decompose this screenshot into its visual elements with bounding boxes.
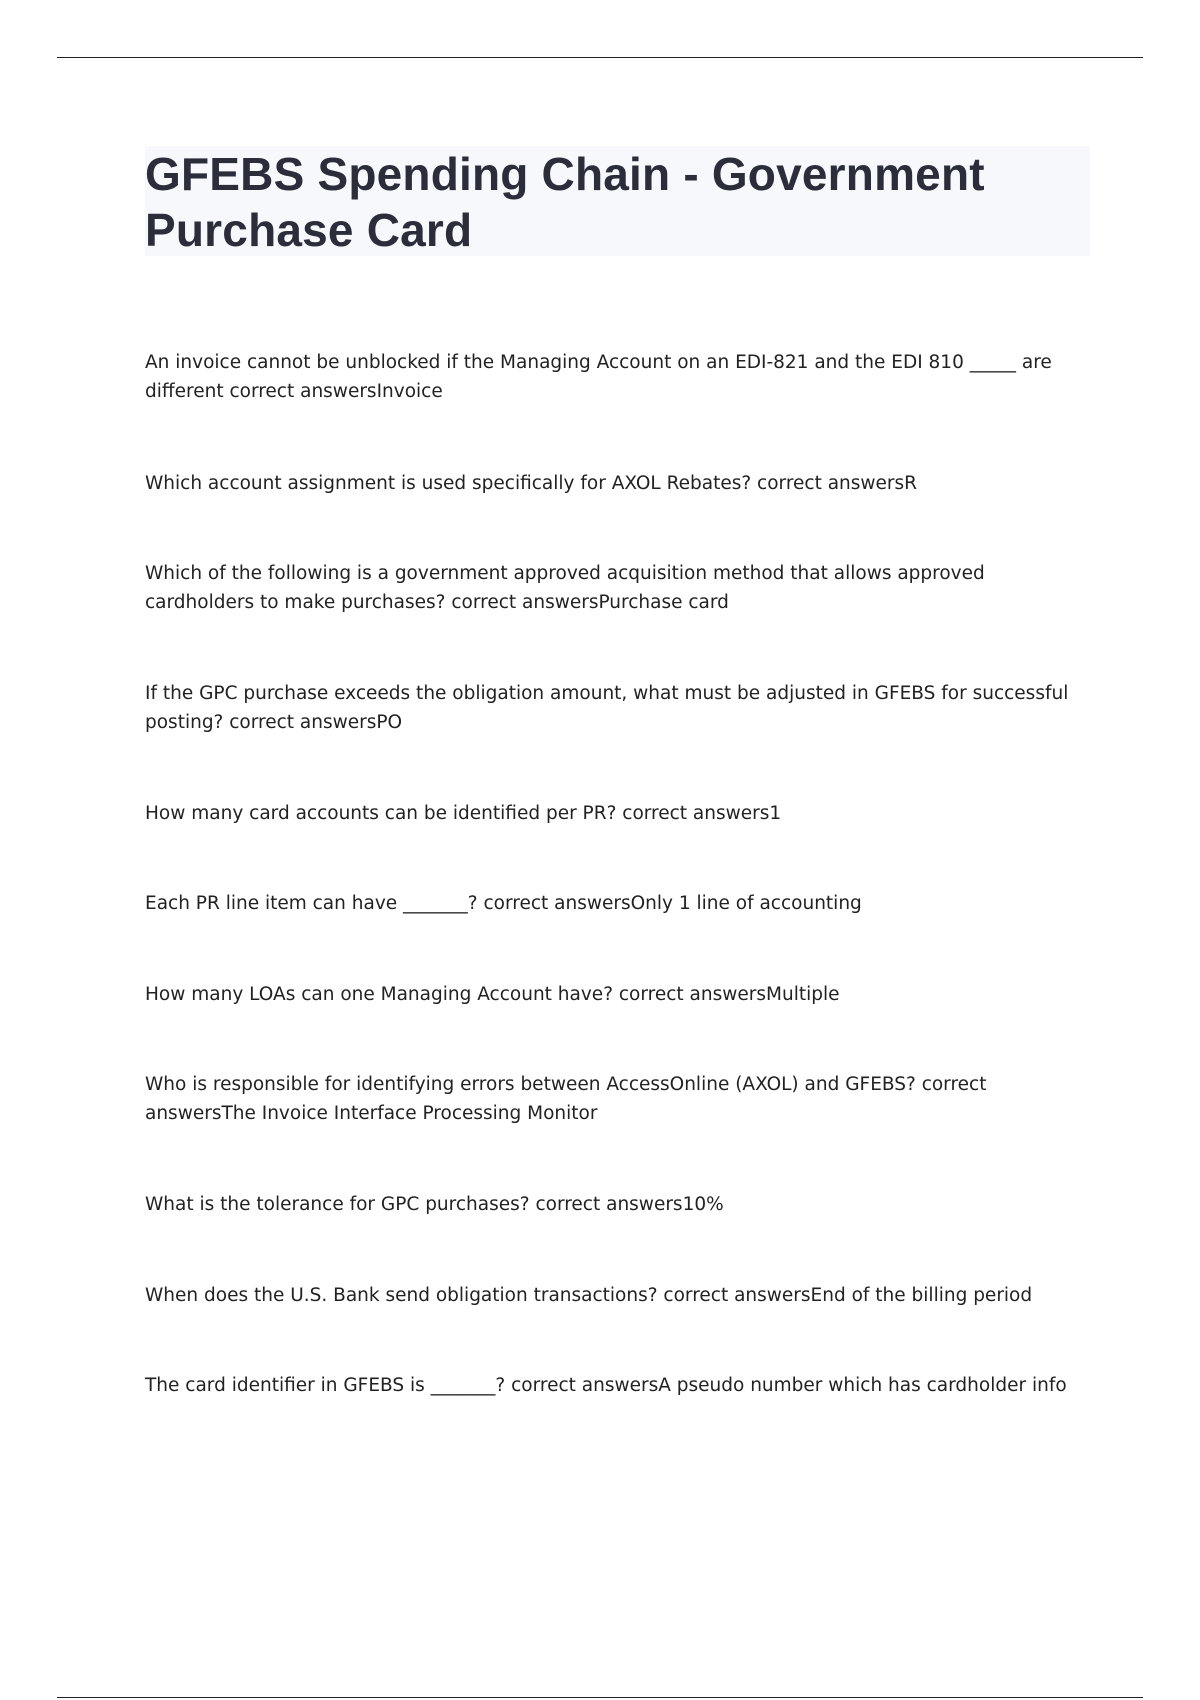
- question-item-5: How many card accounts can be identified per PR? correct answers1: [145, 803, 782, 824]
- question-item-6: Each PR line item can have _______? correct answersOnly 1 line of accounting: [145, 893, 862, 914]
- title-block: [145, 146, 1090, 256]
- question-item-11: The card identifier in GFEBS is _______? correct answersA pseudo number which has cardholder info: [145, 1375, 1067, 1396]
- question-item-7: How many LOAs can one Managing Account have? correct answersMultiple: [145, 984, 840, 1005]
- question-item-9: What is the tolerance for GPC purchases? correct answers10%: [145, 1194, 724, 1215]
- question-item-10: When does the U.S. Bank send obligation transactions? correct answersEnd of the billing period: [145, 1285, 1033, 1306]
- question-item-3: Which of the following is a government approved acquisition method that allows approved cardholders to make purchases? correct answersPurchase card: [145, 563, 985, 613]
- bottom-divider: [57, 1697, 1143, 1698]
- question-item-1: An invoice cannot be unblocked if the Managing Account on an EDI-821 and the EDI 810 _____ are different correct answersInvoice: [145, 352, 1052, 402]
- top-divider: [57, 57, 1143, 58]
- question-item-8: Who is responsible for identifying errors between AccessOnline (AXOL) and GFEBS? correct answersThe Invoice Interface Processing Monitor: [145, 1074, 987, 1124]
- question-item-2: Which account assignment is used specifically for AXOL Rebates? correct answersR: [145, 473, 918, 494]
- question-item-4: If the GPC purchase exceeds the obligation amount, what must be adjusted in GFEBS for successful posting? correct answersPO: [145, 683, 1069, 733]
- page-title: GFEBS Spending Chain - Government Purchase Card: [145, 148, 985, 256]
